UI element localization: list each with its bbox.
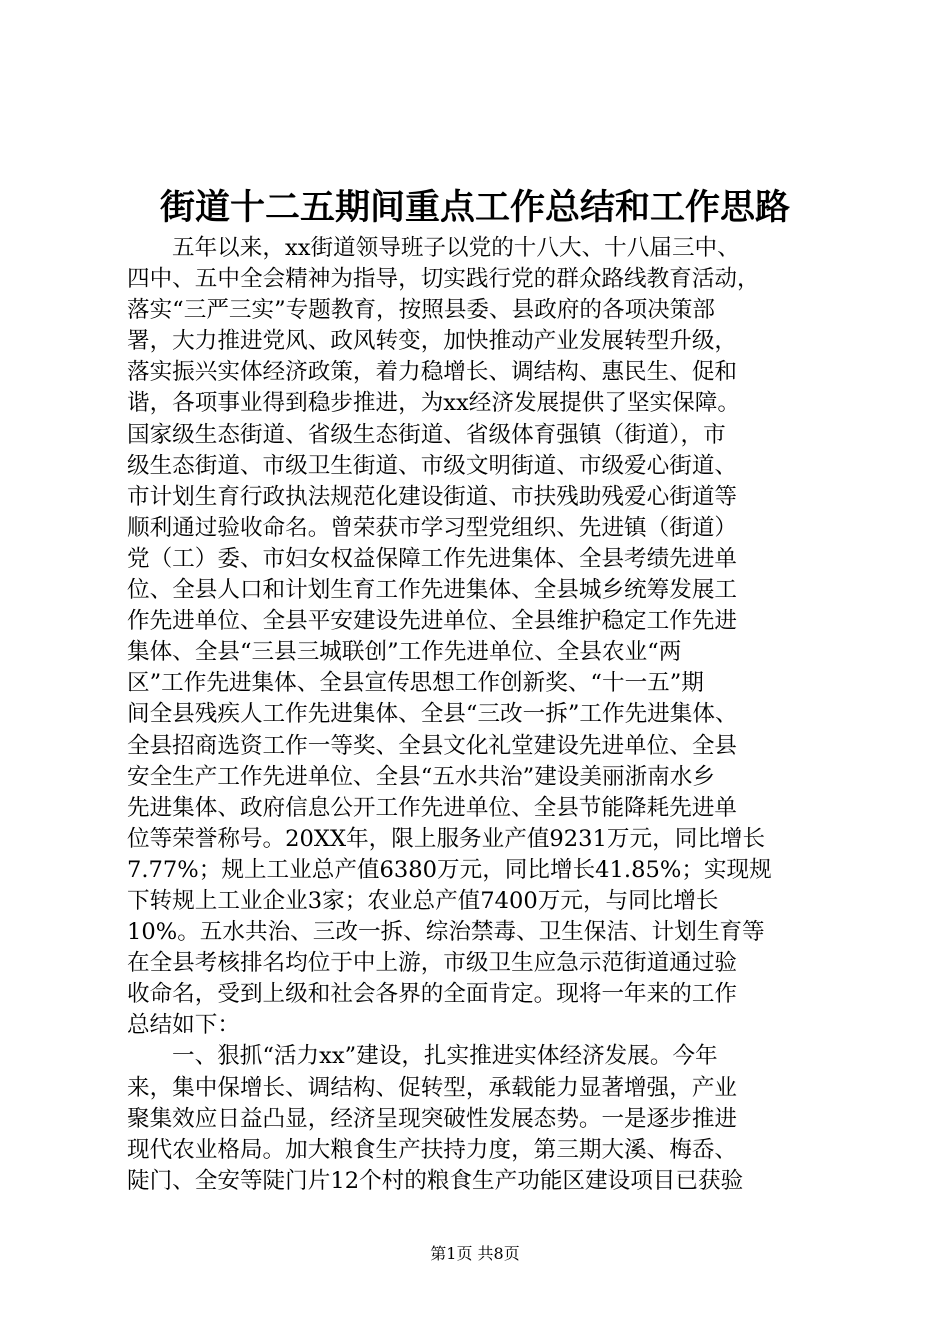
text-line: 落实振兴实体经济政策，着力稳增长、调结构、惠民生、促和 [127, 359, 738, 386]
text-line: 在全县考核排名均位于中上游，市级卫生应急示范街道通过验 [127, 950, 738, 977]
text-line: 级生态街道、市级卫生街道、市级文明街道、市级爱心街道、 [127, 452, 738, 479]
text-line: 陡门、全安等陡门片12个村的粮食生产功能区建设项目已获验 [127, 1167, 744, 1194]
text-line: 集体、全县“三县三城联创”工作先进单位、全县农业“两 [127, 639, 682, 666]
text-line: 总结如下： [127, 1012, 240, 1039]
text-line: 国家级生态街道、省级生态街道、省级体育强镇（街道），市 [127, 421, 726, 448]
text-line: 10%。五水共治、三改一拆、综治禁毒、卫生保洁、计划生育等 [127, 919, 765, 946]
text-line: 下转规上工业企业3家；农业总产值7400万元，与同比增长 [127, 887, 719, 914]
text-line: 现代农业格局。加大粮食生产扶持力度，第三期大溪、梅岙、 [127, 1136, 738, 1163]
text-line: 市计划生育行政执法规范化建设街道、市扶残助残爱心街道等 [127, 483, 738, 510]
text-line: 位、全县人口和计划生育工作先进集体、全县城乡统筹发展工 [127, 577, 738, 604]
text-line: 安全生产工作先进单位、全县“五水共治”建设美丽浙南水乡 [127, 763, 715, 790]
text-line: 位等荣誉称号。20XX年，限上服务业产值9231万元，同比增长 [127, 825, 766, 852]
text-line: 党（工）委、市妇女权益保障工作先进集体、全县考绩先进单 [127, 545, 738, 572]
text-line: 署，大力推进党风、政风转变，加快推动产业发展转型升级， [127, 328, 738, 355]
text-line: 四中、五中全会精神为指导，切实践行党的群众路线教育活动， [127, 266, 760, 293]
text-line: 收命名，受到上级和社会各界的全面肯定。现将一年来的工作 [127, 981, 738, 1008]
page-footer: 第1页 共8页 [430, 1244, 520, 1263]
text-line: 区”工作先进集体、全县宣传思想工作创新奖、“十一五”期 [127, 670, 704, 697]
document-title: 街道十二五期间重点工作总结和工作思路 [159, 188, 790, 228]
paragraph-intro [127, 233, 830, 1041]
text-line: 一、狠抓“活力xx”建设，扎实推进实体经济发展。今年 [172, 1043, 718, 1070]
text-line: 落实“三严三实”专题教育，按照县委、县政府的各项决策部 [127, 297, 715, 324]
text-line: 全县招商选资工作一等奖、全县文化礼堂建设先进单位、全县 [127, 732, 738, 759]
text-line: 间全县残疾人工作先进集体、全县“三改一拆”工作先进集体、 [127, 701, 738, 728]
text-line: 来，集中保增长、调结构、促转型，承载能力显著增强，产业 [127, 1074, 738, 1101]
text-line: 谐，各项事业得到稳步推进，为xx经济发展提供了坚实保障。 [127, 390, 740, 417]
text-line: 作先进单位、全县平安建设先进单位、全县维护稳定工作先进 [127, 608, 738, 635]
document-body [127, 233, 830, 1197]
text-line: 7.77%；规上工业总产值6380万元，同比增长41.85%；实现规 [127, 856, 772, 883]
text-line: 聚集效应日益凸显，经济呈现突破性发展态势。一是逐步推进 [127, 1105, 738, 1132]
text-line: 五年以来，xx街道领导班子以党的十八大、十八届三中、 [172, 235, 740, 261]
text-line: 先进集体、政府信息公开工作先进单位、全县节能降耗先进单 [127, 794, 738, 821]
text-line: 顺利通过验收命名。曾荣获市学习型党组织、先进镇（街道） [127, 514, 738, 541]
paragraph-section-one [127, 1041, 830, 1196]
